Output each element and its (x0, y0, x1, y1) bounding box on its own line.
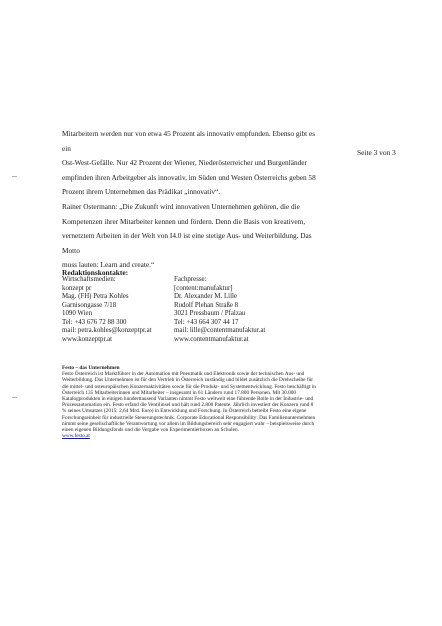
contact-line: [content:manufaktur] (174, 284, 233, 292)
boilerplate-title: Festo – das Unternehmen (62, 365, 120, 371)
paragraph (62, 127, 324, 200)
margin-mark (12, 397, 17, 398)
text-line: muss lauten: Learn and create.“ (62, 260, 155, 270)
contact-column-business-media (62, 276, 152, 344)
text-line: % seines Umsatzes (2015: 2,64 Mrd. Euro) in Entwicklung und Forschung. In Österreich betreibt Festo eine eigene (62, 408, 307, 415)
contact-line: Dr. Alexander M. Lille (174, 293, 237, 300)
contact-line: 3021 Pressbaum / Pfalzau (174, 310, 246, 317)
contact-line: Fachpresse: (174, 276, 207, 283)
margin-mark (12, 176, 17, 177)
text-line: Prozent ihrem Unternehmen das Prädikat „innovativ“. (62, 187, 221, 197)
text-line: Ost-West-Gefälle. Nur 42 Prozent der Wiener, Niederösterreicher und Burgenländer (62, 158, 307, 168)
text-line: einen eigenen Bildungsfonds und die Vergabe von Experimentierboxen an Schulen. (62, 427, 239, 434)
email-link[interactable]: mail: petra.kohles@konzeptpr.at (62, 327, 152, 334)
text-line: Forschungseinheit für industrielle Steuerungstechnik. Corporate Educational Responsibility: Das Familienunternehmen (62, 414, 316, 421)
contact-line: Tel: +43 676 72 88 300 (62, 318, 127, 326)
page-number: Seite 3 von 3 (357, 148, 396, 157)
text-line: Prozessautomation ein. Festo erfand die Ventilinsel und hält rund 2.800 Patente. Jährlich investiert der Konzern rund 8 (62, 402, 314, 409)
company-boilerplate (62, 365, 352, 439)
contact-line: Garnisongasse 7/18 (62, 301, 117, 309)
text-line: Rainer Ostermann: „Die Zukunft wird innovativen Unternehmen gehören, die die (62, 201, 300, 211)
text-line: Festo Österreich ist Marktführer in der Automation mit Pneumatik und Elektronik sowie der technischen Aus- und (62, 371, 305, 378)
text-line: Österreich 135 Mitarbeiterinnen und Mitarbeiter – insgesamt in 61 Ländern rund 17.800 Personen. Mit 30.000 (62, 389, 297, 396)
contact-line: Rudolf Plehan Straße 8 (174, 301, 239, 309)
boilerplate-text (62, 371, 352, 433)
body-text (62, 127, 324, 273)
contact-line: 1090 Wien (62, 310, 93, 317)
festo-website-link[interactable]: www.festo.at (62, 433, 90, 440)
contact-line: konzept pr (62, 284, 92, 292)
text-line: Mitarbeitern werden nur von etwa 45 Prozent als innovativ empfunden. Ebenso gibt es ein (62, 129, 316, 153)
email-link[interactable]: mail: lille@contentmanufaktur.at (174, 327, 266, 334)
contact-column-trade-press (174, 276, 265, 344)
contacts-heading: Redaktionskontakte: (62, 268, 129, 277)
contact-line: Mag. (FH) Petra Kohles (62, 293, 129, 300)
text-line: Kompetenzen ihrer Mitarbeiter kennen und fördern. Denn die Basis von kreativem, (62, 216, 306, 226)
text-line: empfinden ihren Arbeitgeber als innovativ, im Süden und Westen Österreichs geben 58 (62, 172, 316, 182)
text-line: Katalogprodukten in einigen hunderttausend Varianten nimmt Festo weltweit eine führende Rolle in der Industrie- und (62, 396, 314, 403)
text-line: nimmt seine gesellschaftliche Verantwortung vor allem im Bildungsbereich sehr engagiert wahr – beispielsweise durch (62, 420, 315, 427)
contact-line: Wirtschaftsmedien: (62, 276, 116, 283)
website-link[interactable]: www.konzeptpr.at (62, 335, 113, 343)
website-link[interactable]: www.contentmanufaktur.at (174, 335, 249, 343)
text-line: die mittel- und osteuropäischen Konzernaktivitäten sowie für die Produkt- und Systementwicklung. Festo beschäftigt in (62, 383, 316, 390)
text-line: Weiterbildung. Das Unternehmen ist für den Vertrieb in Österreich zuständig und bildet zusätzlich die Drehscheibe für (62, 377, 313, 384)
paragraph (62, 200, 324, 273)
text-line: vernetztem Arbeiten in der Welt von I4.0 ist eine stetige Aus- und Weiterbildung. Das Motto (62, 231, 312, 255)
contact-line: Tel: +43 664 307 44 17 (174, 318, 239, 326)
